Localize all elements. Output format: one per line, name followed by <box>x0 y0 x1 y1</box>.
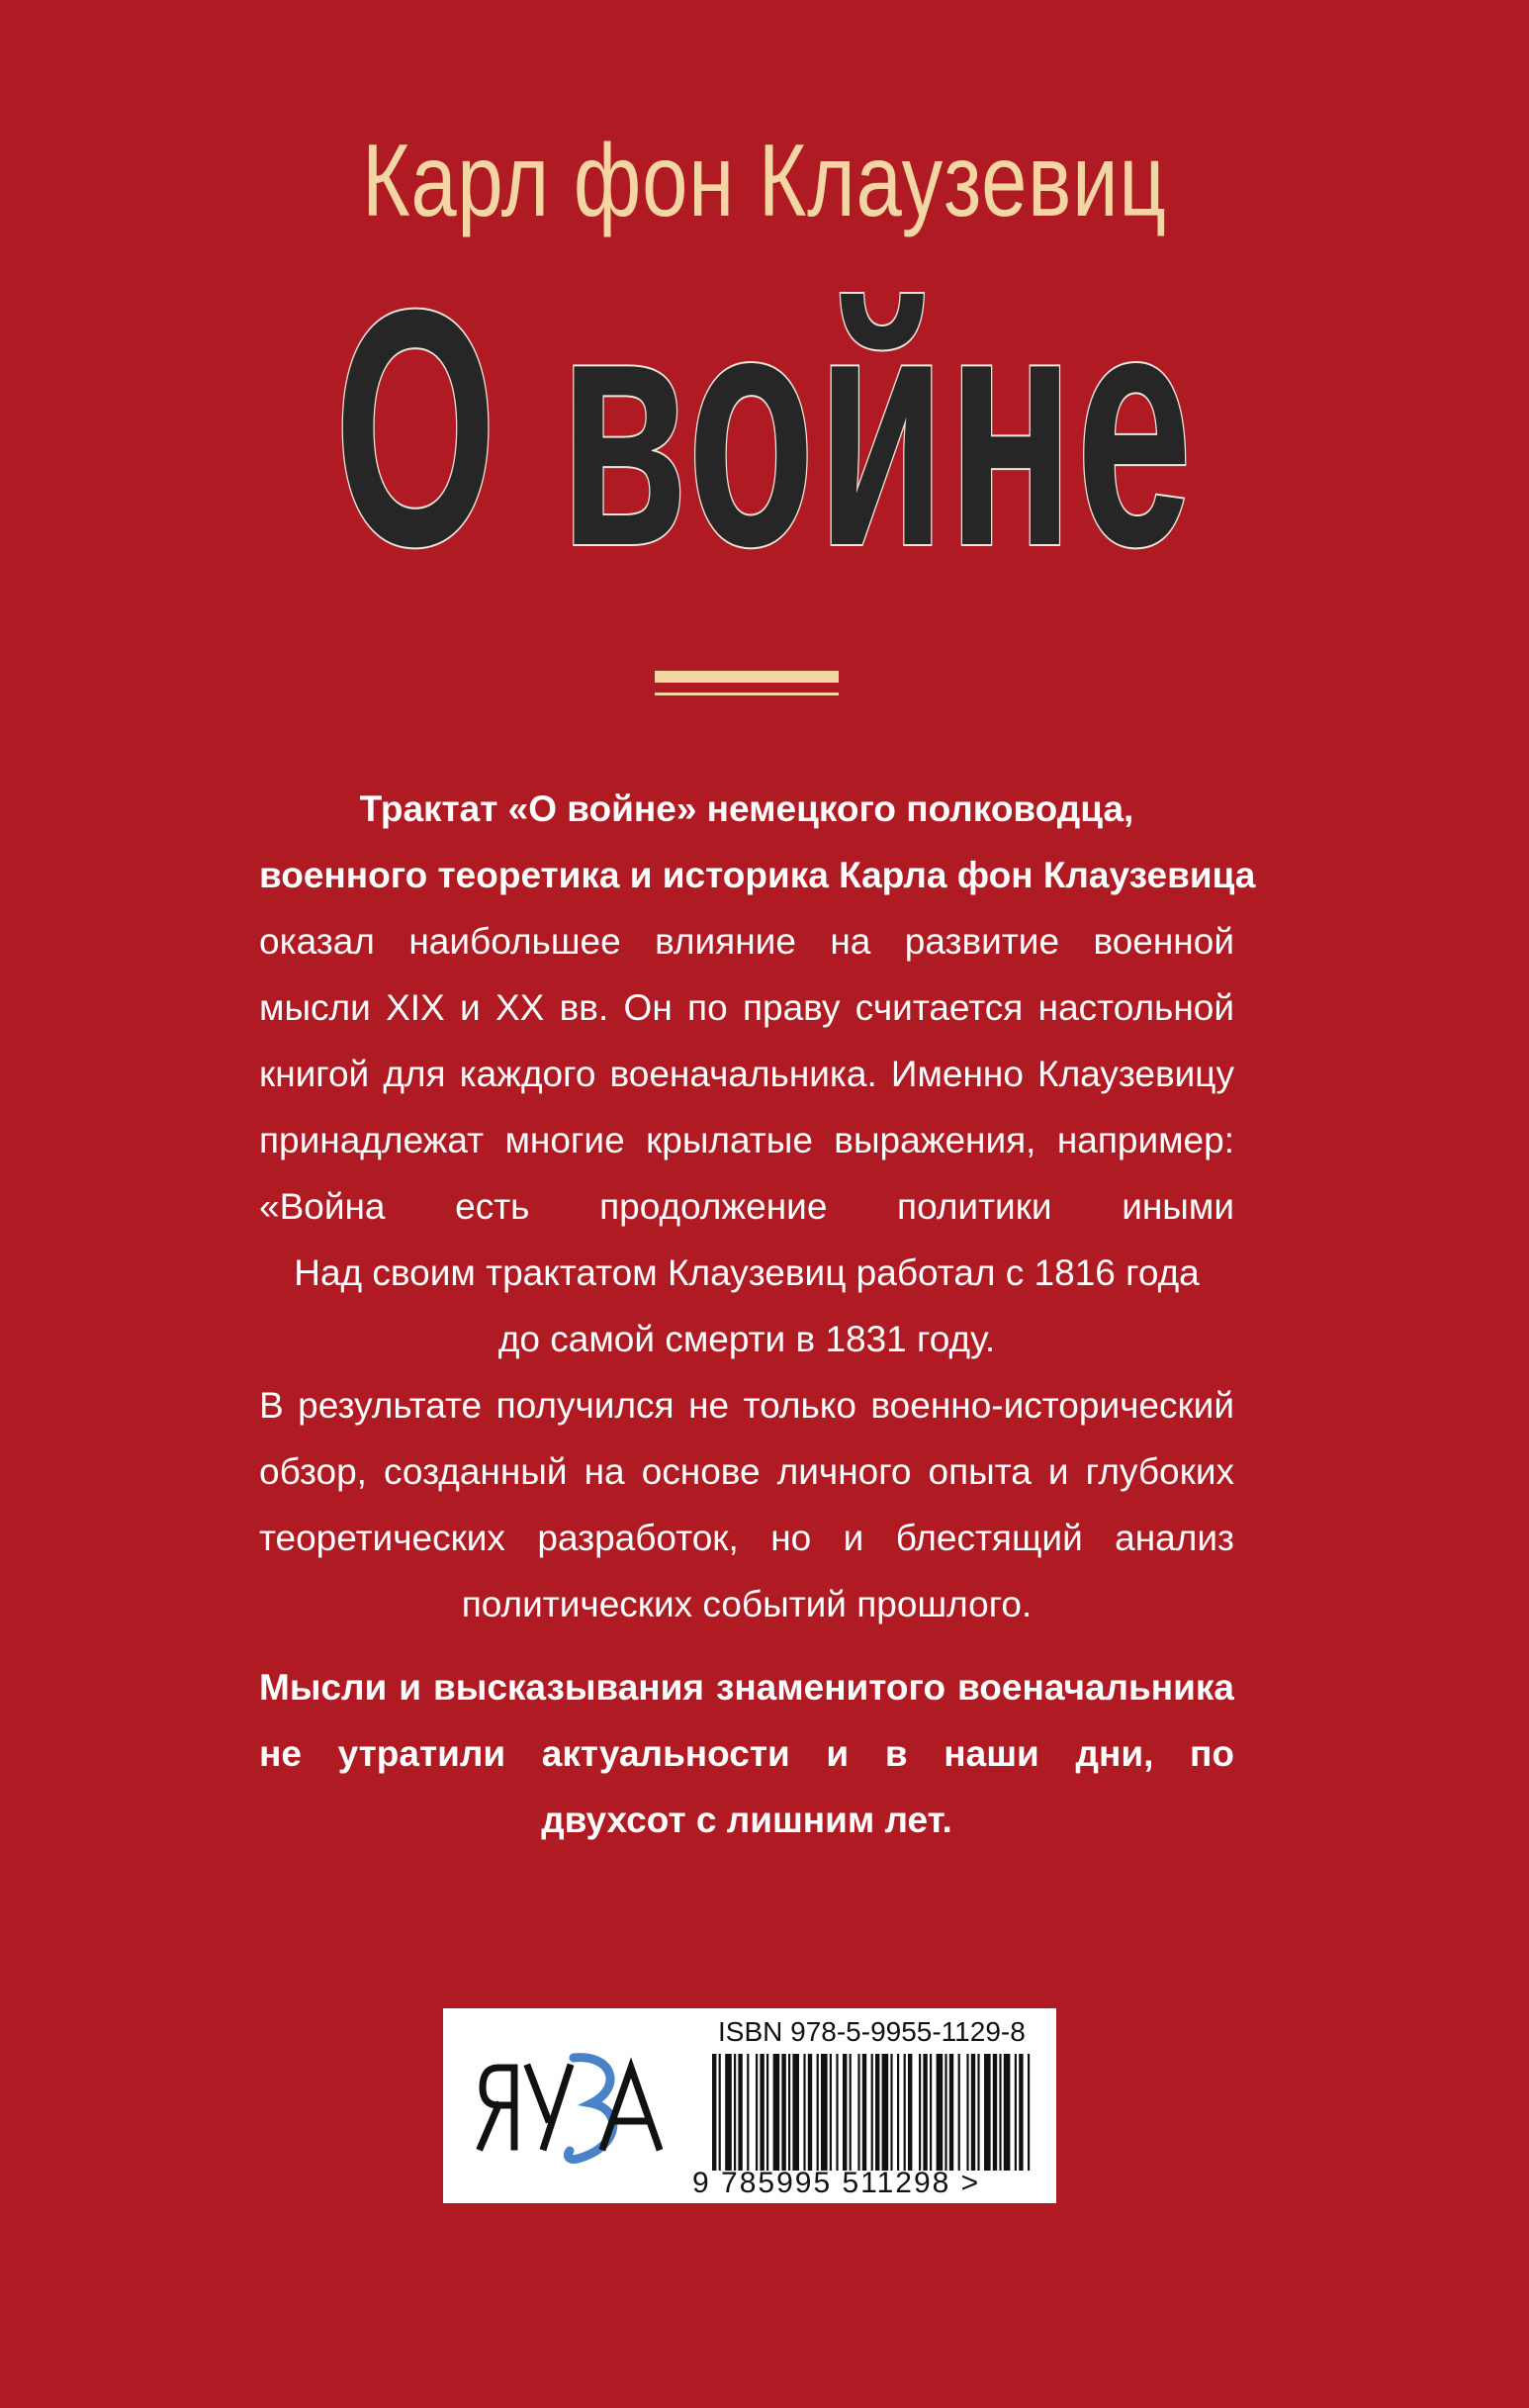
description-line: теоретических разработок, но и блестящий анализ <box>259 1518 1234 1558</box>
barcode-image <box>708 2054 1034 2171</box>
barcode-bar <box>1028 2054 1030 2171</box>
description-line: до самой смерти в 1831 году. <box>497 1319 996 1359</box>
barcode-bar <box>958 2054 960 2171</box>
closing-line: двухсот с лишним лет. <box>541 1800 952 1840</box>
yauza-publisher-logo <box>475 2048 663 2167</box>
barcode-bar <box>971 2054 975 2171</box>
barcode-digits: 9 785995 511298 > <box>692 2167 981 2199</box>
barcode-bar <box>904 2054 906 2171</box>
barcode-bar <box>734 2054 736 2171</box>
barcode-bar <box>803 2054 805 2171</box>
description-line: «Война есть продолжение политики иными <box>259 1186 1234 1227</box>
barcode-bar <box>747 2054 749 2171</box>
barcode-bar <box>756 2054 758 2171</box>
closing-block <box>259 1654 1234 1853</box>
description-line: В результате получился не только военно-исторический <box>259 1385 1234 1426</box>
barcode-bar <box>923 2054 927 2171</box>
description-line: оказал наибольшее влияние на развитие военной <box>259 921 1234 962</box>
description-line: книгой для каждого военачальника. Именно Клаузевицу <box>259 1054 1234 1094</box>
barcode-bar <box>1019 2054 1023 2171</box>
barcode-bar <box>1004 2054 1011 2171</box>
barcode-bar <box>930 2054 932 2171</box>
barcode-bar <box>712 2054 716 2171</box>
barcode-bar <box>919 2054 921 2171</box>
barcode-bar <box>875 2054 879 2171</box>
description-block <box>259 776 1256 1637</box>
description-line: принадлежат многие крылатые выражения, например: <box>259 1120 1234 1160</box>
barcode-bar <box>792 2054 799 2171</box>
barcode-bar <box>738 2054 742 2171</box>
barcode-bar <box>1015 2054 1017 2171</box>
barcode-bar <box>890 2054 892 2171</box>
book-title: О войне <box>334 240 1195 616</box>
barcode-bar <box>944 2054 946 2171</box>
description-line: мысли XIX и XX вв. Он по праву считается настольной <box>259 987 1234 1028</box>
barcode-bar <box>857 2054 859 2171</box>
closing-line: не утратили актуальности и в наши дни, по <box>259 1733 1234 1774</box>
description-line: Трактат «О войне» немецкого полководца, <box>359 788 1134 829</box>
barcode-bar <box>984 2054 991 2171</box>
barcode-bar <box>949 2054 953 2171</box>
divider-thick-line <box>655 671 839 683</box>
barcode-bar <box>766 2054 768 2171</box>
decorative-divider <box>655 671 839 700</box>
barcode-bar <box>760 2054 764 2171</box>
barcode-bar <box>843 2054 847 2171</box>
barcode-bar <box>862 2054 866 2171</box>
barcode-bar <box>788 2054 790 2171</box>
description-line: Над своим трактатом Клаузевиц работал с 1816 года <box>294 1252 1200 1293</box>
author-name: Карл фон Клаузевиц <box>362 124 1167 238</box>
description-line: военного теоретика и историка Карла фон Клаузевица <box>259 855 1256 895</box>
barcode-bar <box>871 2054 873 2171</box>
barcode-bar <box>908 2054 912 2171</box>
barcode-bar <box>830 2054 832 2171</box>
barcode-bar <box>882 2054 889 2171</box>
description-line: политических событий прошлого. <box>461 1584 1033 1624</box>
barcode-bar <box>897 2054 899 2171</box>
barcode-bar <box>977 2054 979 2171</box>
barcode-bar <box>836 2054 838 2171</box>
description-line: обзор, созданный на основе личного опыта и глубоких <box>259 1451 1234 1492</box>
barcode-bar <box>773 2054 780 2171</box>
divider-thin-line <box>655 693 839 695</box>
closing-line: Мысли и высказывания знаменитого военачальника <box>259 1667 1234 1708</box>
isbn-panel <box>443 2008 1056 2203</box>
barcode-bar <box>993 2054 997 2171</box>
barcode-bar <box>850 2054 852 2171</box>
barcode-bar <box>999 2054 1001 2171</box>
barcode-bar <box>808 2054 812 2171</box>
barcode-bar <box>821 2054 828 2171</box>
barcode-bar <box>719 2054 721 2171</box>
barcode-bar <box>817 2054 819 2171</box>
isbn-number: ISBN 978-5-9955-1129-8 <box>718 2016 1026 2047</box>
barcode-bar <box>781 2054 785 2171</box>
barcode-bar <box>725 2054 732 2171</box>
barcode-bar <box>966 2054 968 2171</box>
barcode-bar <box>937 2054 944 2171</box>
